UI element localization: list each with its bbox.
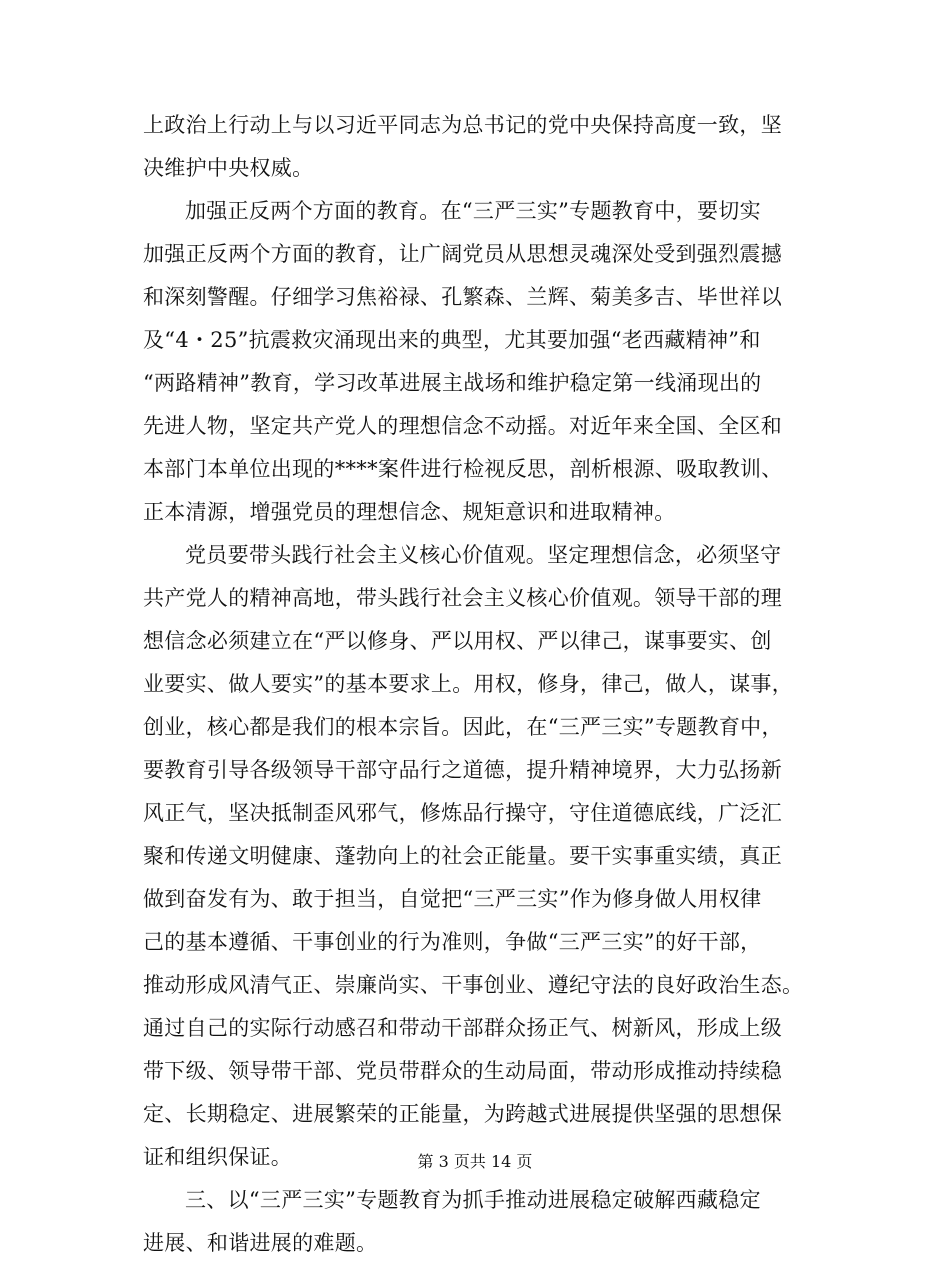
- text-line: 党员要带头践行社会主义核心价值观。坚定理想信念，必须坚守: [185, 543, 782, 567]
- text-line: 推动形成风清气正、崇廉尚实、干事创业、遵纪守法的良好政治生态。: [143, 973, 804, 997]
- paragraph-core-values: [143, 534, 815, 1179]
- text-line: 定、长期稳定、进展繁荣的正能量，为跨越式进展提供坚强的思想保: [143, 1102, 782, 1126]
- text-line: 共产党人的精神高地，带头践行社会主义核心价值观。领导干部的理: [143, 586, 782, 610]
- document-body: [143, 104, 815, 1265]
- text-line: 想信念必须建立在“严以修身、严以用权、严以律己，谋事要实、创: [143, 629, 772, 653]
- text-line: 进展、和谐进展的难题。: [143, 1231, 378, 1255]
- text-line: 本部门本单位出现的****案件进行检视反思，剖析根源、吸取教训、: [143, 457, 783, 481]
- section-heading-three: [143, 1179, 815, 1265]
- text-line: 决维护中央权威。: [143, 156, 314, 180]
- text-line: 己的基本遵循、干事创业的行为准则，争做“三严三实”的好干部，: [143, 930, 762, 954]
- text-line: 聚和传递文明健康、蓬勃向上的社会正能量。要干实事重实绩，真正: [143, 844, 782, 868]
- text-line: 加强正反两个方面的教育。在“三严三实”专题教育中，要切实: [185, 199, 761, 223]
- paragraph-continued: [143, 104, 815, 190]
- text-line: 创业，核心都是我们的根本宗旨。因此，在“三严三实”专题教育中，: [143, 715, 783, 739]
- text-line: 和深刻警醒。仔细学习焦裕禄、孔繁森、兰辉、菊美多吉、毕世祥以: [143, 285, 782, 309]
- text-line: 要教育引导各级领导干部守品行之道德，提升精神境界，大力弘扬新: [143, 758, 782, 782]
- paragraph-education: [143, 190, 815, 534]
- text-line: 加强正反两个方面的教育，让广阔党员从思想灵魂深处受到强烈震撼: [143, 242, 782, 266]
- text-line: 风正气，坚决抵制歪风邪气，修炼品行操守，守住道德底线，广泛汇: [143, 801, 782, 825]
- text-line: 通过自己的实际行动感召和带动干部群众扬正气、树新风，形成上级: [143, 1016, 782, 1040]
- text-line: 做到奋发有为、敢于担当，自觉把“三严三实”作为修身做人用权律: [143, 887, 762, 911]
- text-line: 证和组织保证。: [143, 1145, 293, 1169]
- text-line: 上政治上行动上与以习近平同志为总书记的党中央保持高度一致，坚: [143, 113, 782, 137]
- text-line: 先进人物，坚定共产党人的理想信念不动摇。对近年来全国、全区和: [143, 414, 782, 438]
- text-line: 三、以“三严三实”专题教育为抓手推动进展稳定破解西藏稳定: [185, 1188, 761, 1212]
- page-number-footer: 第 3 页共 14 页: [417, 1152, 533, 1171]
- text-line: “两路精神”教育，学习改革进展主战场和维护稳定第一线涌现出的: [143, 371, 762, 395]
- text-line: 正本清源，增强党员的理想信念、规矩意识和进取精神。: [143, 500, 676, 524]
- text-line: 及“4・25”抗震救灾涌现出来的典型，尤其要加强“老西藏精神”和: [143, 328, 761, 352]
- text-line: 业要实、做人要实”的基本要求上。用权，修身，律己，做人，谋事，: [143, 672, 794, 696]
- text-line: 带下级、领导带干部、党员带群众的生动局面，带动形成推动持续稳: [143, 1059, 782, 1083]
